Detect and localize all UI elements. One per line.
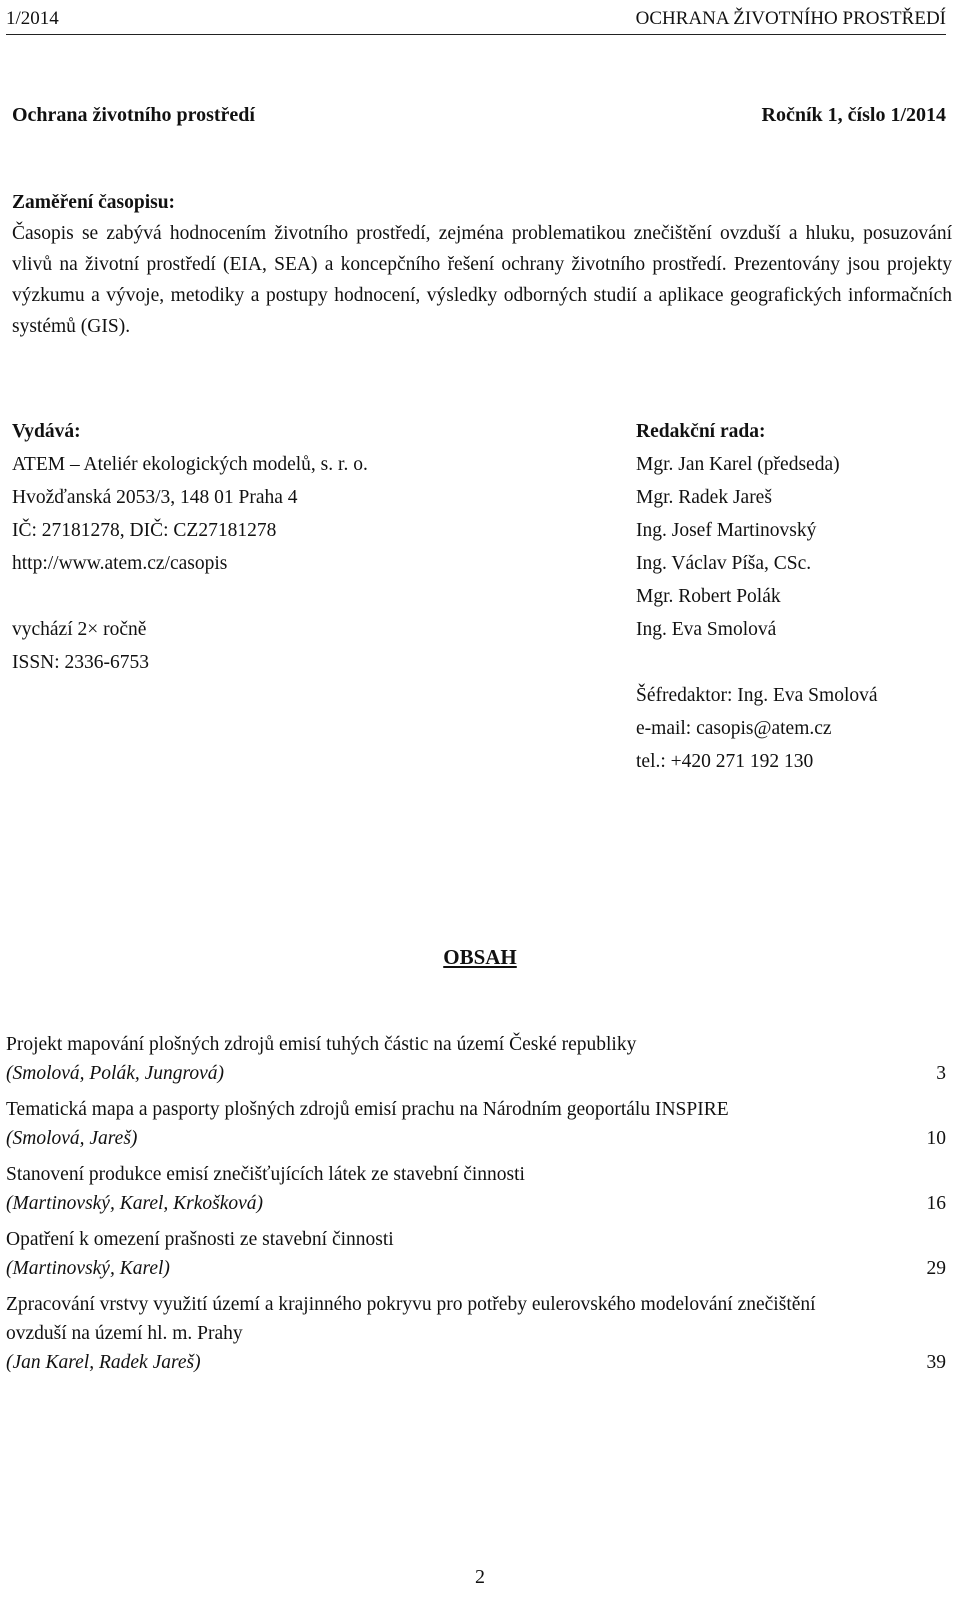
editorial-board-block [636,415,878,778]
board-member: Ing. Eva Smolová [636,619,777,640]
spacer [636,646,878,679]
toc-entry[interactable] [6,1160,946,1218]
publisher-issn: ISSN: 2336-6753 [12,652,150,673]
board-member: Mgr. Jan Karel (předseda) [636,454,840,475]
publisher-frequency: vychází 2× ročně [12,619,147,640]
board-member: Ing. Václav Píša, CSc. [636,553,812,574]
toc-entry-page: 10 [926,1128,946,1149]
publisher-ids: IČ: 27181278, DIČ: CZ27181278 [12,520,277,541]
publisher-name: ATEM – Ateliér ekologických modelů, s. r. o. [12,454,368,475]
toc-entry-page: 29 [926,1258,946,1279]
toc-entry-authors: (Smolová, Jareš) [6,1128,138,1149]
spacer [12,580,368,613]
toc-entry-title: Tematická mapa a pasporty plošných zdrojů emisí prachu na Národním geoportálu INSPIRE [6,1099,729,1120]
journal-focus [12,187,952,342]
toc-entry-title: Zpracování vrstvy využití území a krajinného pokryvu pro potřeby eulerovského modelování znečištění ovzduší na území hl. m. Prahy [6,1294,816,1344]
header-journal: OCHRANA ŽIVOTNÍHO PROSTŘEDÍ [635,8,946,29]
board-heading: Redakční rada: [636,421,766,442]
toc-entry[interactable] [6,1030,946,1088]
publisher-url[interactable]: http://www.atem.cz/casopis [12,553,228,574]
publisher-block [12,415,368,679]
chief-editor: Šéfredaktor: Ing. Eva Smolová [636,685,878,706]
toc-entry-title: Opatření k omezení prašnosti ze stavební činnosti [6,1229,394,1250]
board-member: Mgr. Radek Jareš [636,487,772,508]
toc-entry-authors: (Martinovský, Karel, Krkošková) [6,1193,264,1214]
journal-issue: Ročník 1, číslo 1/2014 [761,104,946,126]
focus-text: Časopis se zabývá hodnocením životního prostředí, zejména problematikou znečištění ovzduší a hluku, posuzování vlivů na životní prostředí (EIA, SEA) a koncepčního řešení ochrany životního prostředí. Prezentovány jsou projekty výzkumu a vývoje, metodiky a postupy hodnocení, výsledky odborných studií a aplikace geografických informačních systémů (GIS). [12,223,952,337]
board-member: Ing. Josef Martinovský [636,520,817,541]
toc-entry-title: Projekt mapování plošných zdrojů emisí tuhých částic na území České republiky [6,1034,637,1055]
toc-entry-authors: (Martinovský, Karel) [6,1258,170,1279]
page-number: 2 [475,1566,485,1588]
publisher-address: Hvožďanská 2053/3, 148 01 Praha 4 [12,487,298,508]
toc-entry-page: 3 [936,1063,946,1084]
board-email[interactable]: e-mail: casopis@atem.cz [636,718,832,739]
toc-entry[interactable] [6,1095,946,1153]
toc-entry[interactable] [6,1225,946,1283]
contents-heading: OBSAH [443,945,517,969]
focus-heading: Zaměření časopisu: [12,192,176,213]
toc-entry[interactable] [6,1290,946,1377]
running-header [6,6,946,35]
table-of-contents [6,1030,946,1384]
header-issue: 1/2014 [6,8,59,29]
journal-title-bar [12,104,946,127]
board-member: Mgr. Robert Polák [636,586,781,607]
journal-name: Ochrana životního prostředí [12,104,255,126]
toc-entry-title: Stanovení produkce emisí znečišťujících látek ze stavební činnosti [6,1164,525,1185]
toc-entry-page: 39 [926,1352,946,1373]
toc-entry-page: 16 [926,1193,946,1214]
publisher-heading: Vydává: [12,421,81,442]
toc-entry-authors: (Smolová, Polák, Jungrová) [6,1063,225,1084]
toc-entry-authors: (Jan Karel, Radek Jareš) [6,1352,201,1373]
board-phone: tel.: +420 271 192 130 [636,751,814,772]
